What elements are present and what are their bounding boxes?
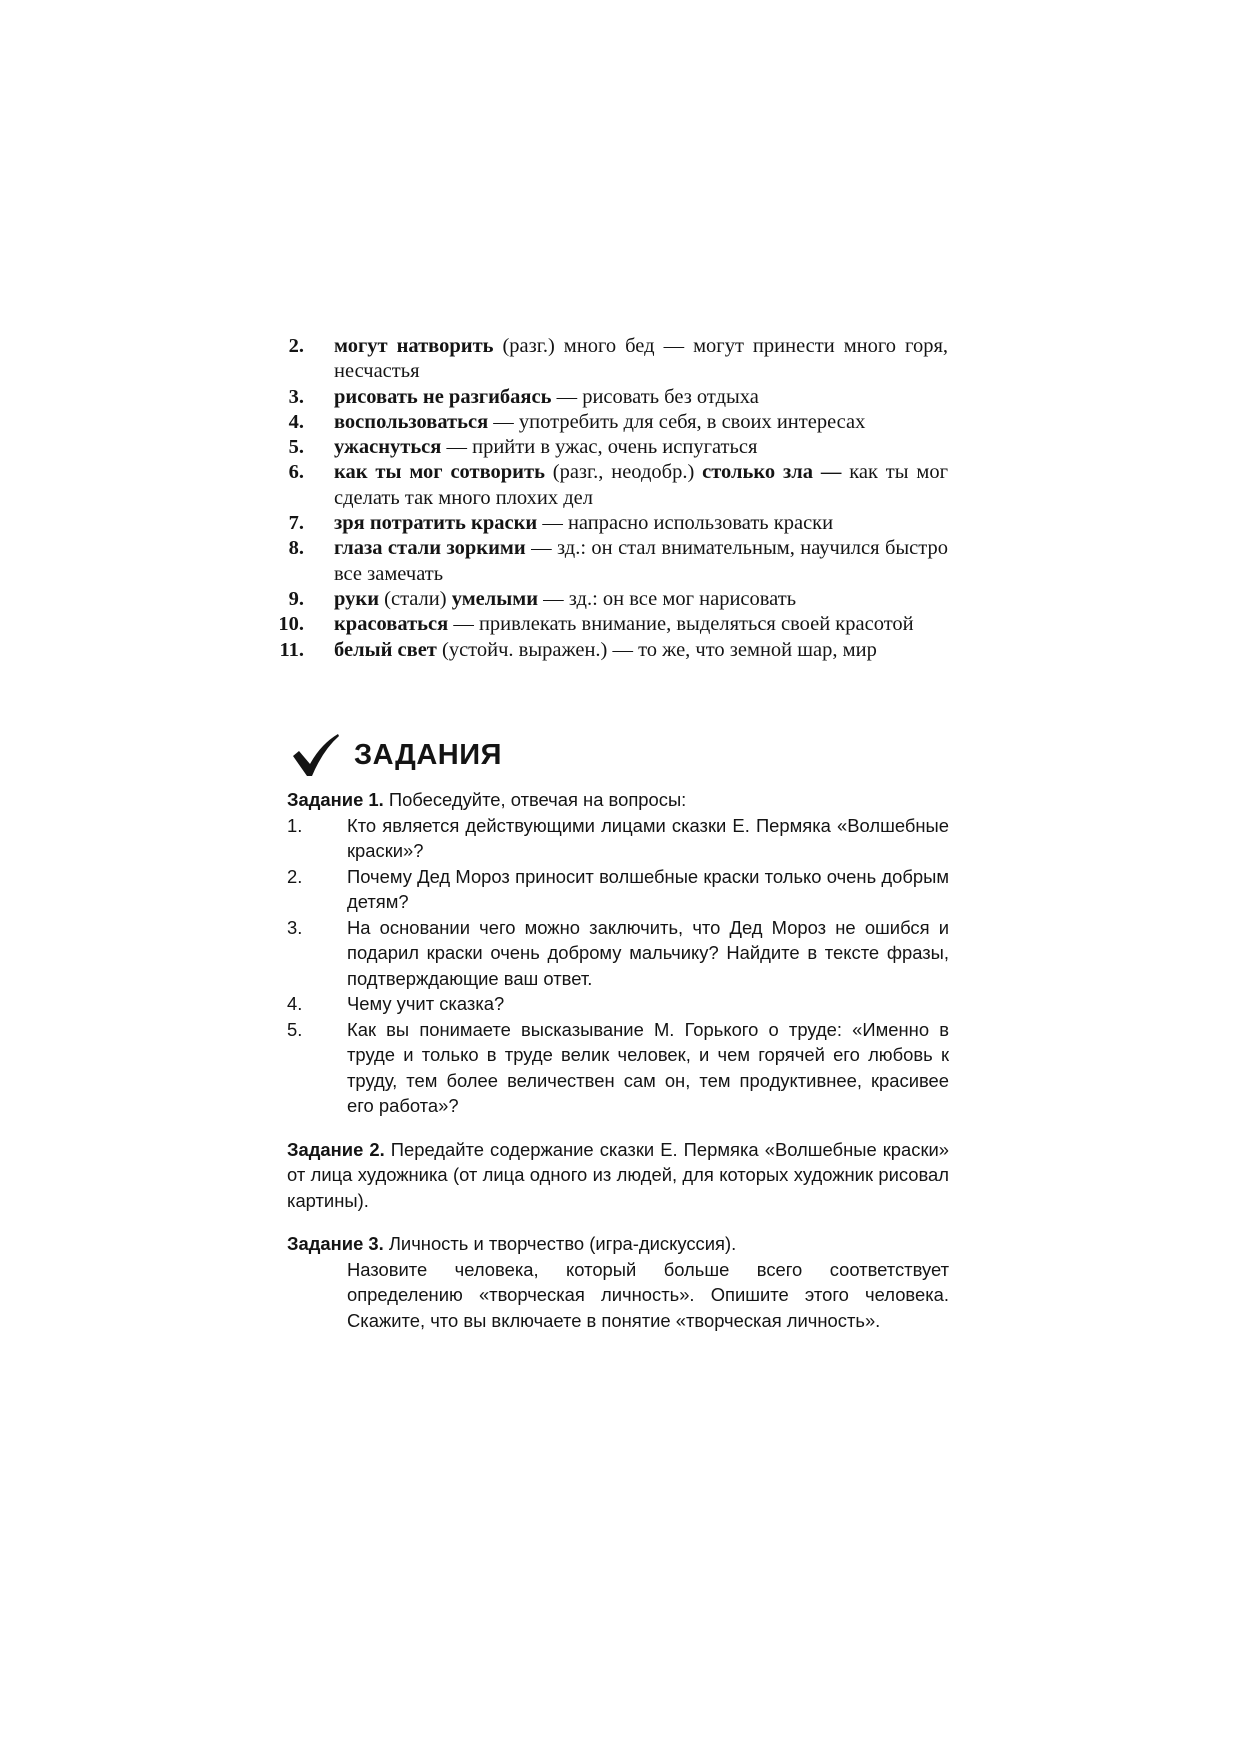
glossary-item	[288, 460, 948, 511]
task-2	[287, 1137, 949, 1214]
task-instruction: Побеседуйте, отвечая на вопросы:	[383, 789, 687, 810]
question-text: Как вы понимаете высказывание М. Горького о труде: «Именно в труде и только в труде велик человек, и чем горячей его любовь к труду, тем более величествен сам он, тем продуктивнее, красивее его работа»?	[347, 1018, 949, 1116]
glossary-item	[288, 536, 948, 587]
glossary-term: руки	[334, 587, 380, 610]
question-number: 1.	[287, 814, 303, 836]
glossary-definition: — употребить для себя, в своих интересах	[488, 410, 866, 433]
task-3	[287, 1231, 949, 1333]
item-number: 8.	[288, 537, 304, 560]
question-item	[287, 991, 949, 1017]
glossary-item	[288, 435, 948, 460]
tasks-section	[287, 787, 949, 1333]
task-label: Задание 2.	[287, 1138, 385, 1160]
section-title: ЗАДАНИЯ	[354, 738, 502, 771]
glossary-list	[278, 334, 948, 663]
item-number: 10.	[278, 613, 304, 636]
glossary-definition: — привлекать внимание, выделяться своей красотой	[448, 613, 914, 636]
question-number: 2.	[287, 865, 303, 887]
glossary-item	[288, 511, 948, 536]
glossary-term: белый свет	[334, 638, 437, 661]
glossary-item	[288, 334, 948, 385]
glossary-term: могут натворить	[334, 335, 494, 357]
glossary-definition: (устойч. выражен.) — то же, что земной шар, мир	[436, 638, 877, 661]
glossary-item	[288, 587, 948, 612]
glossary-term: как ты мог сотворить	[334, 461, 545, 484]
task-body: Назовите человека, который больше всего соответствует определению «творческая личность». Опишите этого человека. Скажите, что вы включаете в понятие «творческая личность».	[347, 1258, 949, 1331]
question-text: Кто является действующими лицами сказки Е. Пермяка «Волшебные краски»?	[347, 814, 949, 861]
glossary-term: умелыми	[451, 587, 539, 610]
glossary-definition: — напрасно использовать краски	[537, 512, 834, 535]
question-item	[287, 1017, 949, 1119]
tasks-heading	[290, 730, 502, 780]
glossary-definition: — зд.: он все мог нарисовать	[538, 587, 797, 610]
glossary-note: (разг., неодобр.)	[544, 461, 703, 484]
item-number: 3.	[288, 385, 304, 408]
item-number: 9.	[288, 587, 304, 610]
glossary-term: столько зла —	[702, 461, 842, 484]
task-1	[287, 787, 949, 1119]
glossary-term: воспользоваться	[334, 410, 489, 433]
item-number: 5.	[288, 436, 304, 459]
glossary-definition: — прийти в ужас, очень испугаться	[441, 436, 758, 459]
question-item	[287, 915, 949, 992]
glossary-definition: (разг.) много бед — могут принести много горя, несчастья	[334, 335, 948, 383]
question-item	[287, 864, 949, 915]
glossary-definition: — рисовать без отдыха	[551, 385, 759, 408]
glossary-item	[278, 612, 948, 637]
glossary-item	[288, 385, 948, 410]
glossary-term: рисовать не разгибаясь	[334, 385, 552, 408]
checkmark-icon	[290, 732, 340, 778]
question-text: Чему учит сказка?	[347, 993, 505, 1014]
item-number: 2.	[288, 335, 304, 357]
glossary-definition: как ты мог сделать так много плохих дел	[334, 461, 948, 509]
task-instruction: Передайте содержание сказки Е. Пермяка «Волшебные краски» от лица художника (от лица одного из людей, для которых художник рисовал картины).	[287, 1138, 949, 1211]
question-number: 3.	[287, 916, 303, 938]
glossary-term: зря потратить краски	[334, 512, 538, 535]
glossary-term: глаза стали зоркими	[334, 537, 526, 560]
item-number: 4.	[288, 410, 304, 433]
glossary-note: (стали)	[379, 587, 452, 610]
item-number: 7.	[288, 512, 304, 535]
glossary-term: ужаснуться	[334, 436, 442, 459]
glossary-term: красоваться	[334, 613, 449, 636]
task-label: Задание 3.	[287, 1233, 384, 1254]
question-number: 4.	[287, 993, 303, 1014]
question-text: Почему Дед Мороз приносит волшебные краски только очень добрым детям?	[347, 865, 949, 912]
task-instruction: Личность и творчество (игра-дискуссия).	[383, 1233, 737, 1254]
item-number: 6.	[288, 461, 304, 484]
glossary-item	[288, 410, 948, 435]
question-number: 5.	[287, 1018, 303, 1040]
task-label: Задание 1.	[287, 789, 384, 810]
question-item	[287, 813, 949, 864]
item-number: 11.	[279, 638, 304, 661]
glossary-definition: — зд.: он стал внимательным, научился быстро все замечать	[334, 537, 948, 585]
question-text: На основании чего можно заключить, что Дед Мороз не ошибся и подарил краски очень доброму мальчику? Найдите в тексте фразы, подтверждающие ваш ответ.	[347, 916, 949, 989]
glossary-item	[279, 638, 948, 663]
